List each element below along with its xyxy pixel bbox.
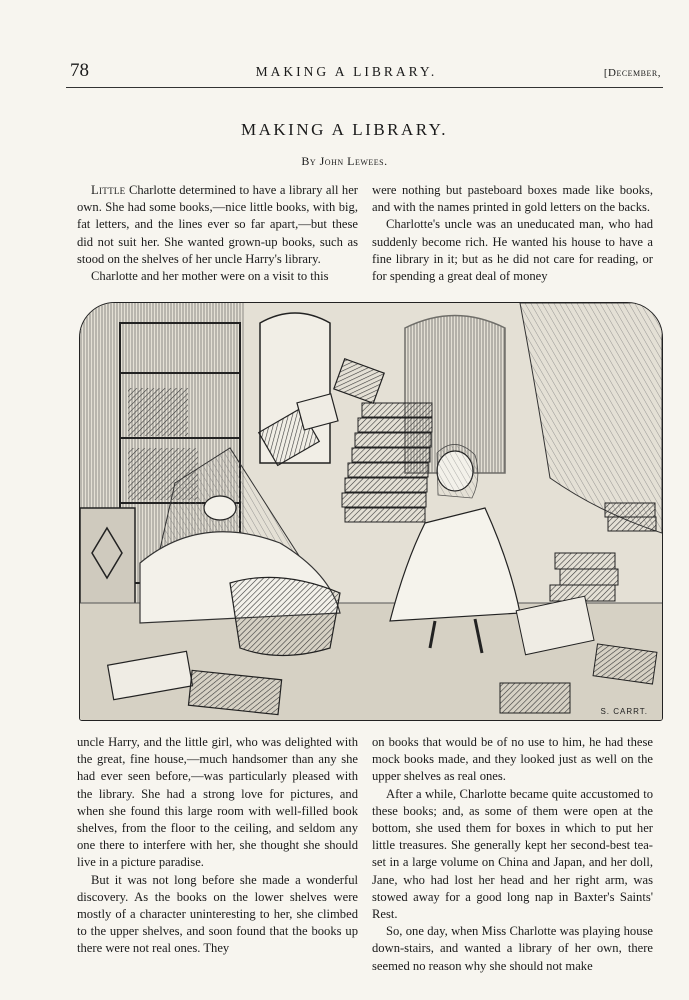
paragraph: After a while, Charlotte became quite accustomed to these books; and, as some of them were open at the bottom, she used them for boxes in which to put her little treasures. She generally kept her second-best tea-set in a large volume on China and Japan, and her doll, Jane, who had lost her head and her right arm, was stowed away for a good long nap in Baxter's Saints' Rest.	[372, 786, 653, 922]
column-top-left	[77, 182, 358, 285]
paragraph: Charlotte and her mother were on a visit to this	[91, 269, 329, 284]
running-title: MAKING A LIBRARY.	[255, 64, 438, 79]
page-number: 78	[70, 60, 89, 81]
paragraph: But it was not long before she made a wonderful discovery. As the books on the lower shelves were mostly of a character uninteresting to her, she climbed to the upper shelves, and soon found that the books up there were not real ones. They	[77, 872, 358, 956]
paragraph: on books that would be of no use to him, he had these mock books made, and they looked just as well on the upper shelves as real ones.	[372, 735, 653, 784]
header-rule	[66, 87, 663, 88]
paragraph	[77, 182, 358, 268]
running-head	[70, 60, 661, 82]
paragraph: Charlotte's uncle was an uneducated man, who had suddenly become rich. He wanted his house to have a fine library in it; but as he did not care for reading, or for spending a great deal of money	[372, 217, 653, 284]
engraving-illustration	[79, 302, 663, 721]
paragraph: were nothing but pasteboard boxes made like books, and with the names printed in gold letters on the backs.	[372, 183, 653, 215]
running-month: [December,	[603, 67, 661, 79]
column-bottom-left	[77, 734, 358, 958]
paragraph-text: Charlotte determined to have a library all her own. She had some books,—nice little books, with big, fat letters, and the lines ever so far apart,—but these did not suit her. She wanted grown-up books, such as stood on the shelves of her uncle Harry's library.	[77, 183, 358, 266]
column-top-right	[372, 182, 653, 285]
paragraph: uncle Harry, and the little girl, who was delighted with the great, fine house,—much handsomer than any she had ever seen before,—was particularly pleased with the library. She had a strong love for pictures, and when she found this large room with well-filled book shelves, from the floor to the ceiling, and seldom any one there to interfere with her, she thought she should live in a picture paradise.	[77, 735, 358, 870]
engraving-drawing	[80, 303, 662, 720]
article-title: MAKING A LIBRARY.	[240, 120, 449, 139]
article-byline: By John Lewees.	[301, 154, 388, 168]
engraver-signature: S. CARRT.	[600, 707, 648, 716]
paragraph: So, one day, when Miss Charlotte was playing house down-stairs, and wanted a library of her own, there seemed no reason why she should not make	[372, 924, 653, 973]
lead-word: Little	[91, 183, 126, 197]
column-bottom-right	[372, 734, 653, 975]
